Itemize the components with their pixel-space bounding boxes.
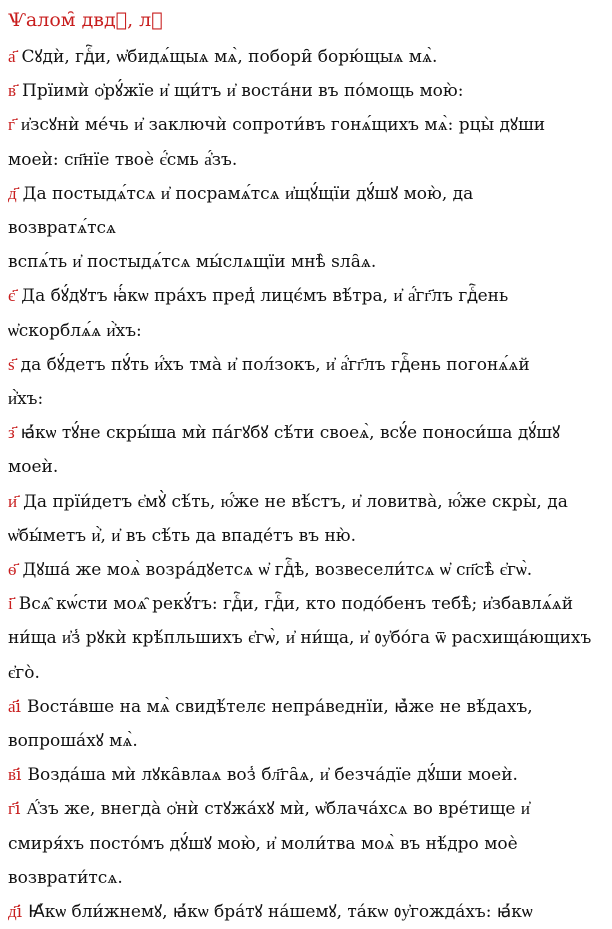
verse-number: а҃і	[8, 696, 21, 717]
verse-line: ѕ҃ да бꙋ́детъ пꙋ́ть и҆́хъ тма̀ и҆ пол́зокъ, и҆ а҆́гг҃лъ гдⷭ҇ень погонѧ́ѧй	[8, 354, 530, 375]
verse-number: є҃	[8, 286, 16, 307]
verse-line: з҃ ꙗ҆́кѡ тꙋ́не скры́ша мѝ па́гꙋбꙋ сѣ́ти своеѧ̀, всꙋ́е поноси́ша дꙋ́шꙋ	[8, 423, 561, 444]
verse-line: моеѝ: сп҃нїе твоѐ є҆́смь а҆́зъ.	[8, 149, 238, 170]
verse-13	[8, 792, 606, 895]
verse-9	[8, 553, 606, 587]
verse-line: смиря́хъ посто́мъ дꙋ́шꙋ мою̀, и҆ моли́тва моѧ̀ въ нѣ́дро моѐ	[8, 833, 518, 854]
verse-line: і҃ Всѧ̑ кѡ́сти моѧ̑ рекꙋ́тъ: гдⷭ҇и, гдⷭ҇и, кто подо́бенъ тебѣ̀; и҆збавлѧ́ѧй	[8, 594, 574, 615]
verse-line: г҃і А҆́зъ же, внегда̀ ѻ҆нѝ стꙋжа́хꙋ мѝ, ѡ҆блача́хсѧ во вре́тище и҆	[8, 799, 530, 820]
verse-number: і҃	[8, 594, 13, 615]
verse-number: в҃	[8, 81, 17, 102]
verse-12	[8, 758, 606, 792]
verse-1	[8, 40, 606, 74]
verse-4	[8, 177, 606, 280]
verse-number: г҃	[8, 115, 15, 136]
verse-line: а҃і Воста́вше на мѧ̀ свидѣ́телє непра́веднїи, ꙗ҆̀же не вѣ́дахъ,	[8, 696, 533, 717]
verse-line: д҃і Ꙗ҆́кѡ бли́жнемꙋ, ꙗ҆́кѡ бра́тꙋ на́шемꙋ, та́кѡ ᲂу҆гожда́хъ: ꙗ҆́кѡ	[8, 902, 533, 923]
verse-line: возврати́тсѧ.	[8, 867, 123, 888]
verse-list	[8, 40, 606, 929]
verse-line: ѳ҃ Дꙋша́ же моѧ̀ возра́дꙋетсѧ ѡ҆ гдⷭ҇ѣ, возвесели́тсѧ ѡ҆ сп҃сѣ̀ є҆гѡ̀.	[8, 560, 533, 581]
verse-line: ѡ҆бы́метъ и҆̀, и҆ въ сѣ́ть да впаде́тъ въ ню̀.	[8, 525, 356, 546]
verse-line: вопроша́хꙋ мѧ̀.	[8, 731, 138, 752]
verse-number: и҃	[8, 491, 18, 512]
verse-number: ѳ҃	[8, 560, 17, 581]
verse-line: а҃ Сꙋдѝ, гдⷭ҇и, ѡ҆бидѧ́щыѧ мѧ̀, побори̑ борю́щыѧ мѧ̀.	[8, 47, 438, 67]
verse-line: и҆̀хъ:	[8, 389, 44, 410]
verse-number: в҃і	[8, 765, 22, 786]
verse-line: є҃ Да бꙋ́дꙋтъ ꙗ҆́кѡ пра́хъ пред̾ лицє́мъ вѣ́тра, и҆ а҆́гг҃лъ гдⷭ҇ень	[8, 286, 509, 307]
verse-line: возвратѧ́тсѧ	[8, 218, 117, 239]
verse-line: в҃ Прїимѝ ѻ҆рꙋ́жїе и҆ щи́тъ и҆ воста́ни въ по́мощь мою̀:	[8, 81, 464, 102]
verse-line: є҆го̀.	[8, 662, 40, 683]
verse-line: и҃ Да прїи́детъ є҆мꙋ̀ сѣ́ть, ю҆́же не вѣ́стъ, и҆ ловитва̀, ю҆́же скры̀, да	[8, 491, 568, 512]
verse-6	[8, 348, 606, 416]
verse-3	[8, 108, 606, 176]
verse-line: моеѝ.	[8, 457, 59, 478]
verse-line: ни́ща и҆з̾ рꙋкѝ крѣ́пльшихъ є҆гѡ̀, и҆ ни́ща, и҆ ᲂу҆бо́га ѿ расхища́ющихъ	[8, 628, 592, 649]
verse-number: д҃і	[8, 902, 23, 923]
verse-14	[8, 895, 606, 929]
verse-8	[8, 485, 606, 553]
verse-5	[8, 279, 606, 347]
verse-line: д҃ Да постыдѧ́тсѧ и҆ посрамѧ́тсѧ и҆щꙋ́щїи дꙋ́шꙋ мою̀, да	[8, 183, 474, 204]
verse-line: вспѧ́ть и҆ постыдѧ́тсѧ мы́слѧщїи мнѣ̀ ѕла̑ѧ.	[8, 252, 377, 273]
verse-2	[8, 74, 606, 108]
verse-10	[8, 587, 606, 690]
verse-number: з҃	[8, 423, 15, 444]
verse-7	[8, 416, 606, 484]
verse-11	[8, 690, 606, 758]
verse-number: а҃	[8, 47, 16, 67]
verse-line: ѡ҆скорблѧ́ѧ и҆̀хъ:	[8, 320, 142, 341]
verse-line: г҃ и҆зсꙋнѝ ме́чь и҆ заключѝ сопроти́въ гонѧ́щихъ мѧ̀: рцы̀ дꙋши	[8, 115, 546, 136]
verse-line: в҃і Возда́ша мѝ лꙋка̑влаѧ воз̾ бл҃га̑ѧ, и҆ безча́дїе дꙋ́ши моеѝ.	[8, 765, 518, 786]
verse-number: ѕ҃	[8, 354, 15, 375]
psalm-title: Ѱалом̑ двдⷹ, лⷣ	[8, 9, 163, 31]
verse-number: г҃і	[8, 799, 21, 820]
verse-number: д҃	[8, 183, 17, 204]
